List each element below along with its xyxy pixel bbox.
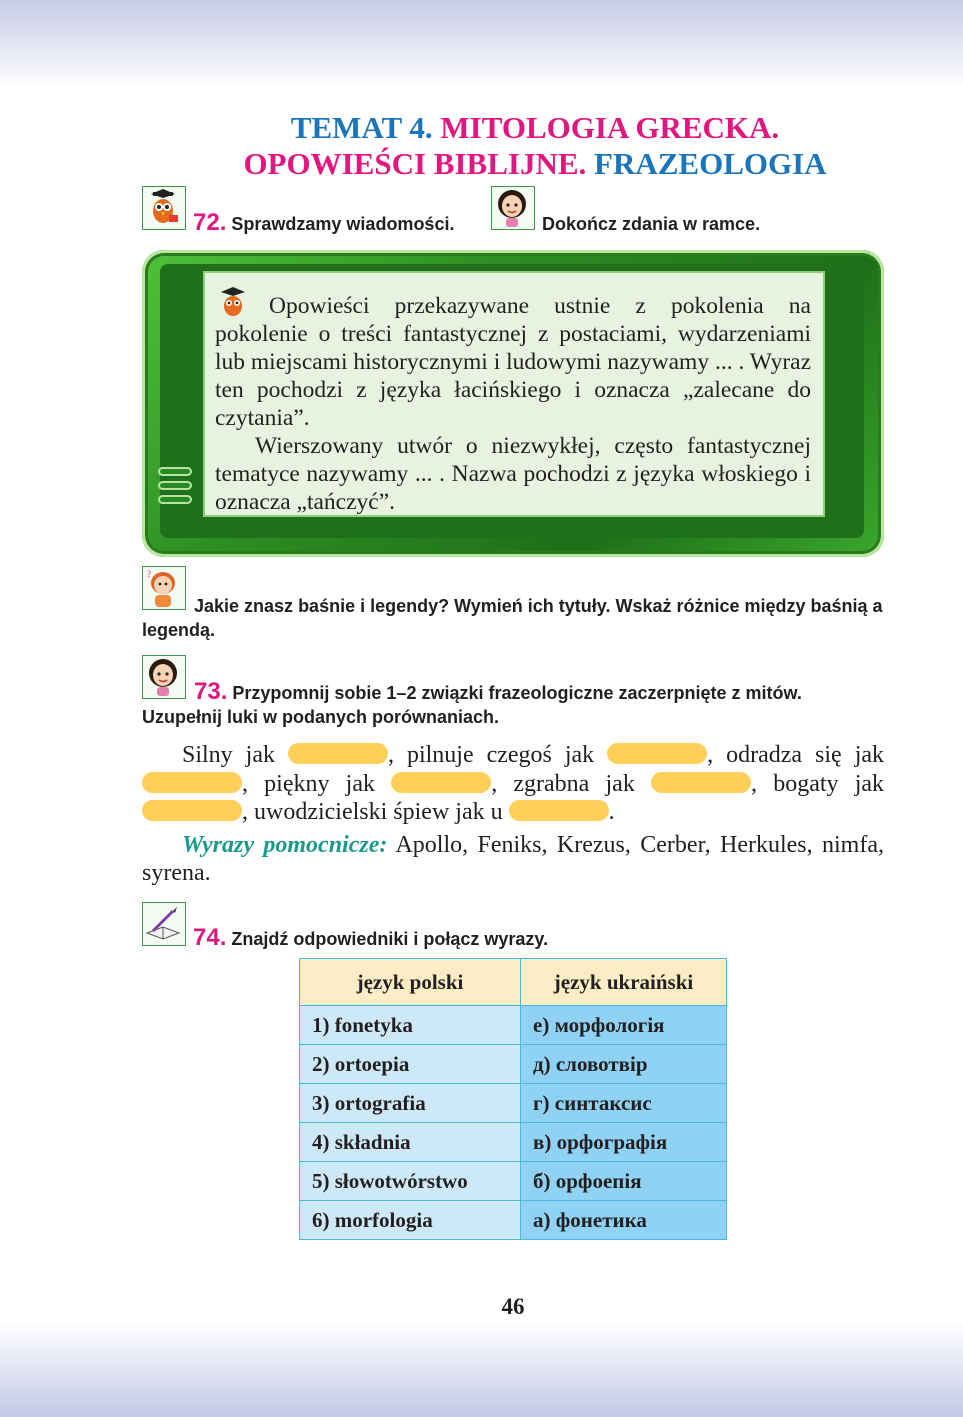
board-pin [158, 495, 192, 504]
exercise-text: , pilnuje czegoś jak [387, 742, 595, 768]
task-74-instruction [193, 926, 548, 951]
helper-words: Apollo, Feniks, Krezus, Cerber, Herkules, nimfa, syrena. [142, 831, 884, 886]
ukrainian-term[interactable]: е) морфологія [521, 1006, 727, 1045]
helper-words-label: Wyrazy pomocnicze: [182, 831, 388, 858]
blank-field-5[interactable] [651, 772, 751, 793]
title-phraseology: FRAZEOLOGIA [594, 146, 827, 181]
title-topic-number: TEMAT 4. [290, 110, 433, 145]
girl-face-icon [491, 186, 535, 230]
blank-field-2[interactable] [607, 743, 707, 764]
task-72-instruction [193, 211, 454, 236]
ukrainian-term[interactable]: в) орфографія [521, 1123, 727, 1162]
ukrainian-term[interactable]: а) фонетика [521, 1201, 727, 1240]
blank-field-7[interactable] [509, 800, 609, 821]
exercise-text: . [608, 799, 615, 825]
exercise-text: , zgrabna jak [491, 770, 635, 797]
matching-table [299, 958, 727, 1240]
board-pin [158, 481, 192, 490]
task-72-text-2: Dokończ zdania w ramce. [542, 214, 761, 234]
polish-term[interactable]: 3) ortografia [300, 1084, 521, 1123]
book-pen-icon [142, 902, 186, 946]
title-greek-mythology: MITOLOGIA GRECKA. [440, 110, 780, 145]
task-74-number: 74. [193, 924, 227, 951]
polish-term[interactable]: 4) składnia [300, 1123, 521, 1162]
polish-term[interactable]: 1) fonetyka [300, 1006, 521, 1045]
board-text [215, 287, 811, 516]
ukrainian-term[interactable]: г) синтаксис [521, 1084, 727, 1123]
question-text: Jakie znasz baśnie i legendy? Wymień ich tytuły. Wskaż różnice między baśnią a legendą. [142, 596, 883, 640]
polish-term[interactable]: 6) morfologia [300, 1201, 521, 1240]
owl-teacher-icon [215, 287, 255, 313]
exercise-text: , odradza się jak [707, 742, 885, 768]
task-72-text-1: Sprawdzamy wiadomości. [231, 214, 455, 234]
board-pin [158, 467, 192, 476]
blank-field-4[interactable] [391, 772, 491, 793]
question-baśnie-legendy [142, 594, 884, 642]
task-74-text: Znajdź odpowiedniki i połącz wyrazy. [231, 929, 549, 949]
table-header-row [300, 959, 727, 1006]
table-row [300, 1123, 727, 1162]
svg-text:?: ? [147, 569, 151, 579]
task-72-instruction-2 [542, 212, 760, 236]
blank-field-3[interactable] [142, 772, 242, 793]
task-72-number: 72. [193, 209, 227, 236]
column-header-polish: język polski [300, 959, 521, 1006]
bottom-gradient-band [0, 1322, 963, 1417]
board-paragraph-ballad: Wierszowany utwór o niezwykłej, często fantastycznej tematyce nazywamy ... . Nazwa pochodzi z języka włoskiego i oznacza „tańczyć”. [215, 433, 811, 515]
ukrainian-term[interactable]: б) орфоепія [521, 1162, 727, 1201]
board-side-pins [158, 467, 192, 509]
task-73-number: 73. [194, 678, 228, 705]
polish-term[interactable]: 2) ortoepia [300, 1045, 521, 1084]
table-row [300, 1084, 727, 1123]
task-73-text: Przypomnij sobie 1–2 związki frazeologiczne zaczerpnięte z mitów. Uzupełnij luki w podanych porównaniach. [142, 683, 802, 727]
blank-field-6[interactable] [142, 800, 242, 821]
task-73-instruction [142, 680, 884, 729]
exercise-text: , piękny jak [242, 770, 375, 797]
exercise-text: Silny jak [182, 742, 275, 768]
column-header-ukrainian: język ukraiński [521, 959, 727, 1006]
page-number: 46 [501, 1294, 525, 1319]
table-row [300, 1201, 727, 1240]
page-title-line-1 [140, 110, 930, 146]
page-title-line-2 [140, 146, 930, 182]
blank-field-1[interactable] [288, 743, 388, 764]
exercise-text: , bogaty jak [751, 770, 885, 797]
task-73-exercise [142, 741, 884, 888]
ukrainian-term[interactable]: д) словотвір [521, 1045, 727, 1084]
table-row [300, 1006, 727, 1045]
polish-term[interactable]: 5) słowotwórstwo [300, 1162, 521, 1201]
owl-teacher-icon [142, 186, 186, 230]
title-biblical-stories: OPOWIEŚCI BIBLIJNE. [243, 146, 587, 181]
table-row [300, 1162, 727, 1201]
top-gradient-band [0, 0, 963, 90]
table-row [300, 1045, 727, 1084]
board-paragraph-legend: Opowieści przekazywane ustnie z pokolenia na pokolenie o treści fantastycznej z postaciami, wydarzeniami lub miejscami historycznymi i ludowymi nazywamy ... . Wyraz ten pochodzi z języka łacińskiego i oznacza „zalecane do czytania”. [215, 293, 811, 431]
exercise-text: , uwodzicielski śpiew jak u [242, 799, 503, 825]
